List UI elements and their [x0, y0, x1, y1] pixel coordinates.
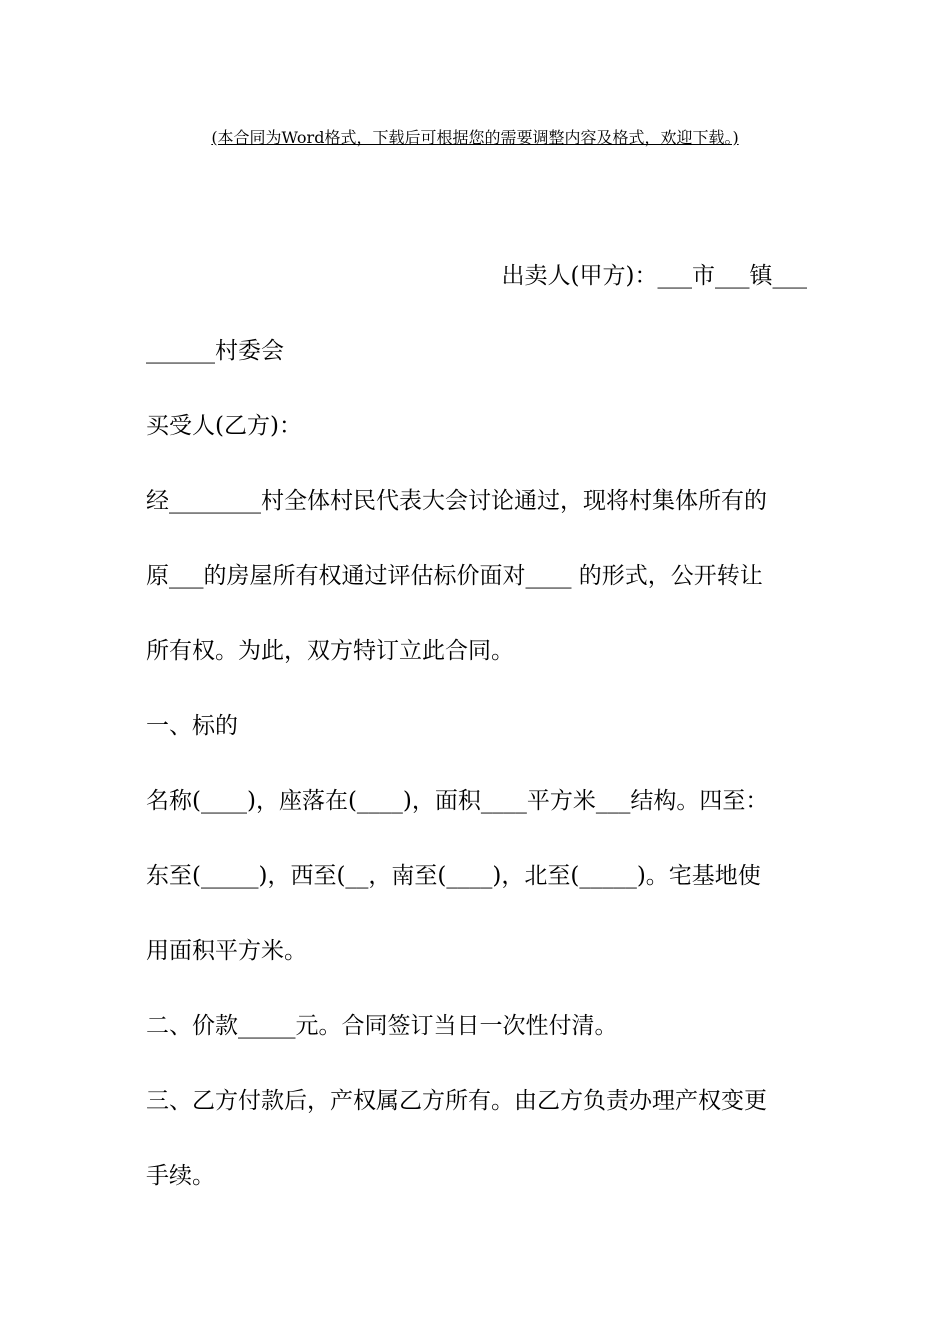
intro-paragraph-line-1: 经________村全体村民代表大会讨论通过，现将村集体所有的 [146, 488, 767, 514]
intro-paragraph-line-3: 所有权。为此，双方特订立此合同。 [146, 638, 514, 664]
seller-line: 出卖人(甲方)：___市___镇___ [501, 263, 807, 289]
subject-line-1: 名称(____)，座落在(____)，面积____平方米___结构。四至： [146, 788, 769, 814]
subject-line-3: 用面积平方米。 [146, 938, 307, 964]
subject-line-2: 东至(_____)，西至(__，南至(____)，北至(_____)。宅基地使 [146, 863, 761, 889]
download-notice: (本合同为Word格式，下载后可根据您的需要调整内容及格式，欢迎下载。) [211, 128, 739, 147]
village-committee-line: ______村委会 [146, 338, 284, 364]
intro-paragraph-line-2: 原___的房屋所有权通过评估标价面对____ 的形式，公开转让 [146, 563, 763, 589]
section-ownership-line-2: 手续。 [146, 1163, 215, 1189]
section-ownership-line-1: 三、乙方付款后，产权属乙方所有。由乙方负责办理产权变更 [146, 1088, 767, 1114]
section-price: 二、价款_____元。合同签订当日一次性付清。 [146, 1013, 618, 1039]
buyer-line: 买受人(乙方)： [146, 413, 302, 439]
section-heading-subject: 一、标的 [146, 713, 238, 739]
